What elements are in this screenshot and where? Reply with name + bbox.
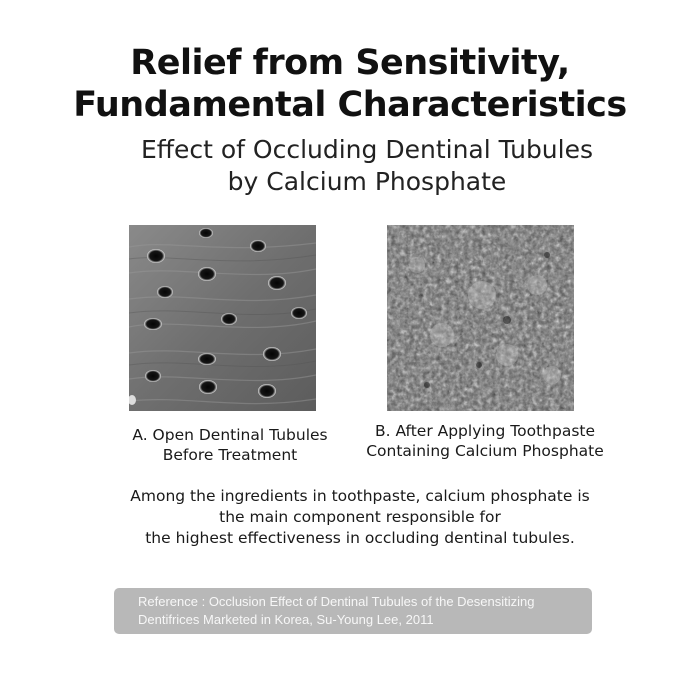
caption-b-line-2: Containing Calcium Phosphate (366, 442, 604, 460)
subtitle-line-2: by Calcium Phosphate (227, 167, 507, 196)
title-line: Relief from Sensitivity, Fundamental Characteristics (73, 43, 627, 125)
caption-a-line-1: A. Open Dentinal Tubules (132, 426, 328, 444)
description-line-2: the main component responsible for (219, 508, 501, 526)
page-title (0, 42, 700, 126)
reference-box (114, 588, 592, 634)
description-line-3: the highest effectiveness in occluding dentinal tubules. (145, 529, 575, 547)
sem-image-occluded-tubules (387, 225, 574, 411)
sem-image-open-tubules (129, 225, 316, 411)
caption-b-line-1: B. After Applying Toothpaste (374, 422, 596, 440)
reference-line-2: Dentifrices Marketed in Korea, Su-Young Lee, 2011 (138, 612, 434, 627)
sem-open-tubules-graphic (129, 225, 316, 411)
subtitle (0, 134, 700, 198)
description-paragraph (60, 486, 660, 549)
sem-occluded-tubules-graphic (387, 225, 574, 411)
caption-b (340, 421, 630, 461)
caption-a (100, 425, 360, 465)
description-line-1: Among the ingredients in toothpaste, calcium phosphate is (130, 487, 590, 505)
subtitle-line-1: Effect of Occluding Dentinal Tubules (140, 135, 594, 164)
reference-line-1: Reference : Occlusion Effect of Dentinal Tubules of the Desensitizing (138, 594, 535, 609)
caption-a-line-2: Before Treatment (162, 446, 298, 464)
